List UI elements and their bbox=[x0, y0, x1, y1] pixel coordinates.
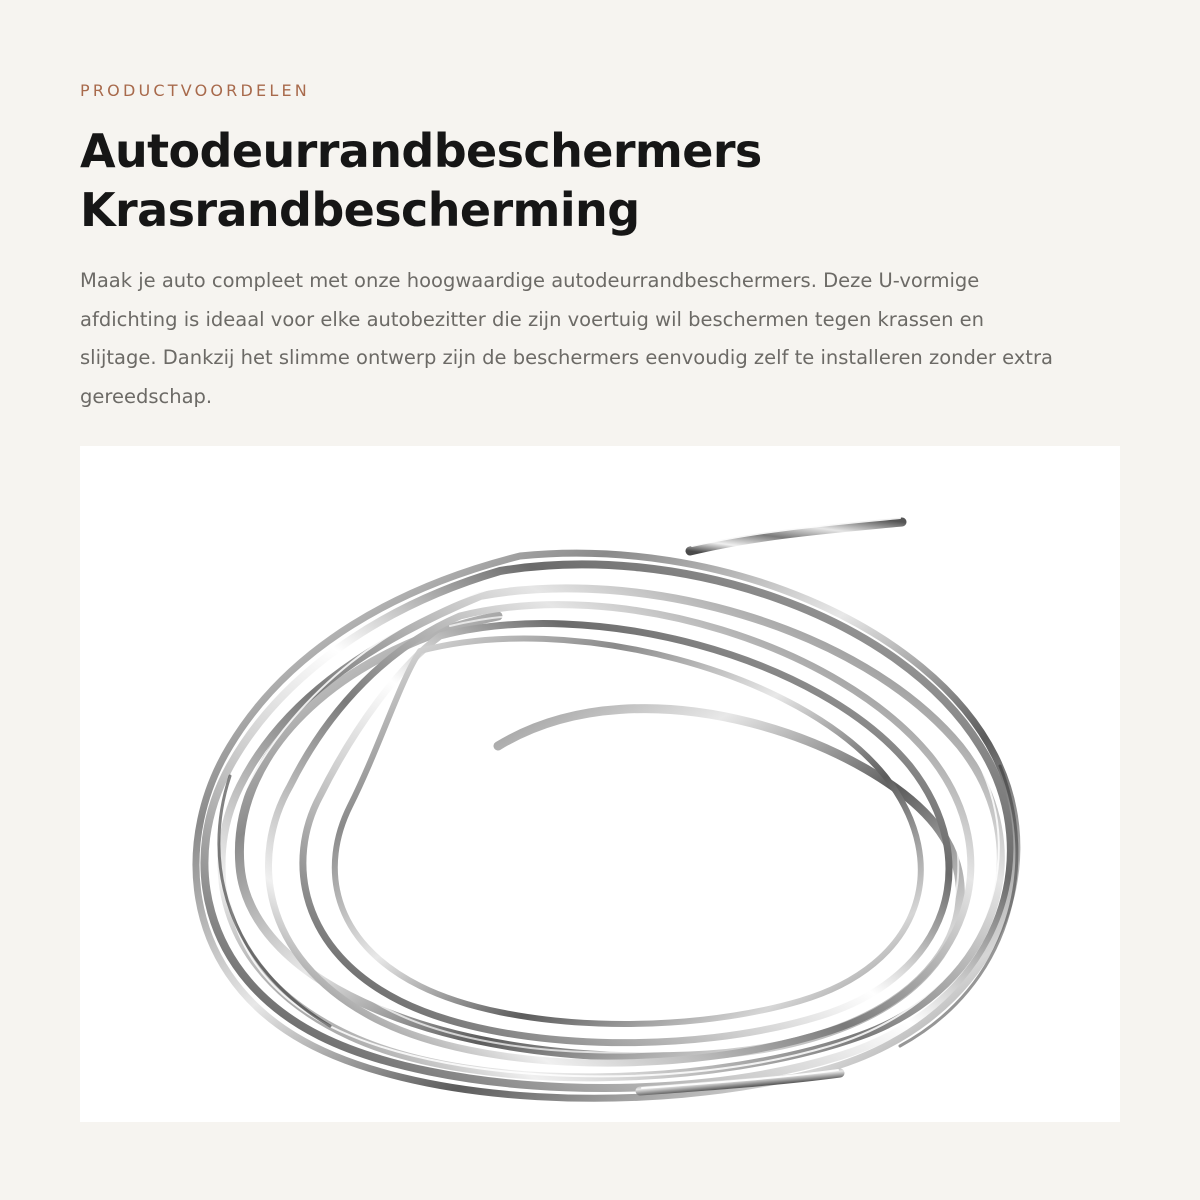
product-description: Maak je auto compleet met onze hoogwaardige autodeurrandbeschermers. Deze U-vormige afdichting is ideaal voor elke autobezitter die zijn voertuig wil beschermen tegen krassen en slijtage. Dankzij het slimme ontwerp zijn de beschermers eenvoudig zelf te installeren zonder extra gereedschap. bbox=[80, 269, 1053, 408]
title-line-1: Autodeurrandbeschermers bbox=[80, 124, 762, 178]
product-image bbox=[80, 446, 1120, 1122]
section-eyebrow: PRODUCTVOORDELEN bbox=[80, 81, 310, 100]
page-title bbox=[80, 122, 1120, 240]
title-line-2: Krasrandbescherming bbox=[80, 183, 640, 237]
chrome-trim-coil-icon bbox=[80, 446, 1120, 1122]
